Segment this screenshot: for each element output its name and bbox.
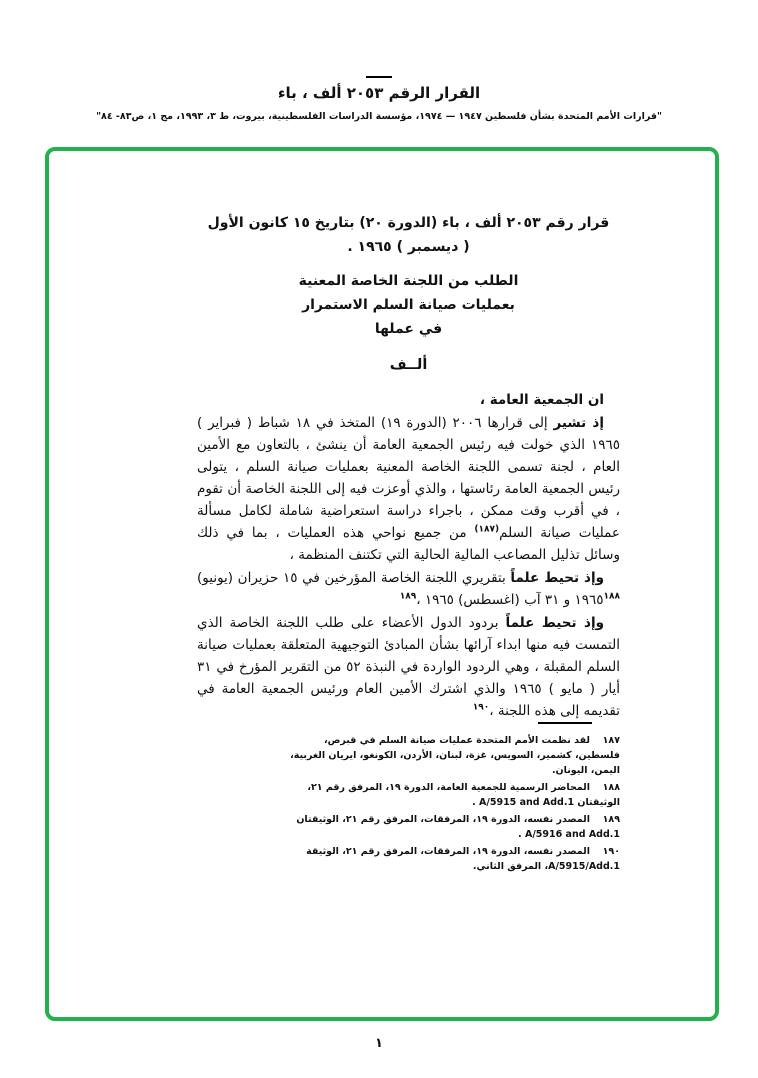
salutation: ان الجمعية العامة ،	[479, 392, 604, 408]
body-title-line-3: الطلب من اللجنة الخاصة المعنية	[298, 273, 519, 289]
paragraph-2-text-2: و ٣١ آب (اغسطس) ١٩٦٥ ،	[416, 592, 571, 608]
footnote-ref-188: ١٨٨	[603, 591, 620, 602]
footnote-text: المحاضر الرسمية للجمعية العامة، الدورة ١٩، المرفق رقم ٢١، الوثيقتان A/5915 and Add.1 .	[307, 782, 620, 808]
page-header	[0, 76, 758, 122]
footnote-number: ١٨٨	[602, 782, 620, 793]
footnote-number: ١٨٧	[602, 735, 620, 746]
green-border-frame	[45, 147, 719, 1021]
paragraph-1-lead: إذ تشير	[553, 415, 604, 431]
paragraph-2	[197, 567, 620, 611]
footnote-187	[282, 733, 620, 778]
footnote-separator	[538, 722, 592, 724]
resolution-title: القرار الرقم ٢٠٥٣ ألف ، باء	[277, 84, 481, 102]
footnote-ref-190: ١٩٠	[472, 702, 490, 713]
body-title-line-5: في عملها	[374, 321, 443, 337]
section-label: ألــف	[389, 357, 428, 373]
paragraph-2-lead: وإذ تحيط علماً	[510, 570, 605, 586]
footnote-number: ١٨٩	[602, 814, 620, 825]
frame-content	[49, 151, 715, 1017]
source-citation: "قرارات الأمم المتحدة بشأن فلسطين ١٩٤٧ — ١٩٧٤، مؤسسة الدراسات الفلسطينية، بيروت، ط ٣، ١٩٩٣، مج ١، ص٨٣- ٨٤"	[96, 111, 662, 122]
subject-title	[197, 269, 620, 341]
footnote-190	[282, 844, 620, 874]
paragraph-3	[197, 612, 620, 722]
body-title-line-4: بعمليات صيانة السلم الاستمرار	[302, 297, 515, 313]
footnotes-block	[282, 722, 620, 876]
paragraph-1-text-2: من جميع نواحي هذه العمليات ، بما في ذلك وسائل تذليل المصاعب المالية الحالية التي تكتنف المنظمة ،	[197, 525, 620, 563]
paragraph-2-text: بتقريري اللجنة الخاصة المؤرخين في ١٥ حزيران (يونيو) ١٩٦٥	[197, 570, 604, 608]
header-rule	[366, 76, 392, 78]
footnote-text: المصدر نفسه، الدورة ١٩، المرفقات، المرفق رقم ٢١، الوثيقتان A/5916 and Add.1 .	[296, 814, 620, 840]
footnote-188	[282, 780, 620, 810]
paragraph-3-text: بردود الدول الأعضاء على طلب اللجنة الخاصة الذي التمست فيه منها ابداء آرائها بشأن المبادئ التوجيهية المتعلقة بعمليات صيانة السلم المقبلة ، وهي الردود الواردة في النبذة ٥٢ من التقرير المؤرخ في ٣١ أيار ( مايو ) ١٩٦٥ والذي اشترك الأمين العام ورئيس الجمعية العامة في تقديمه إلى هذه اللجنة ،	[197, 615, 620, 719]
body-title-line-2: ( ديسمبر ) ١٩٦٥ .	[347, 239, 470, 255]
body-title-line-1: قرار رقم ٢٠٥٣ ألف ، باء (الدورة ٢٠) بتاريخ ١٥ كانون الأول	[207, 215, 610, 231]
page-number: ١	[375, 1036, 383, 1051]
paragraph-1-text: إلى قرارها ٢٠٠٦ (الدورة ١٩) المتخذ في ١٨ شباط ( فبراير ) ١٩٦٥ الذي خولت فيه رئيس الجمعية العامة أن ينشئ ، بالتعاون مع الأمين العام ، لجنة تسمى اللجنة الخاصة المعنية بعمليات صيانة السلم ، يتولى رئيس الجمعية العامة رئاستها ، والذي أوعزت فيه إلى اللجنة الخاصة أن تقوم ، في أقرب وقت ممكن ، باجراء دراسة استعراضية شاملة لكامل مسألة عمليات صيانة السلم	[197, 415, 620, 541]
footnote-text: لقد نظمت الأمم المتحدة عمليات صيانة السلم في قبرص، فلسطين، كشمير، السويس، غزة، لبنان، الأردن، الكونغو، ايريان الغربية، اليمن، اليونان.	[290, 735, 620, 776]
document-body	[197, 211, 620, 722]
footnote-ref-189: ١٨٩	[399, 591, 417, 602]
footnote-number: ١٩٠	[602, 846, 620, 857]
paragraph-1	[197, 412, 620, 566]
footnote-ref-187: (١٨٧)	[474, 524, 500, 535]
paragraph-3-lead: وإذ تحيط علماً	[505, 615, 604, 631]
footnote-text: المصدر نفسه، الدورة ١٩، المرفقات، المرفق رقم ٢١، الوثيقة A/5915/Add.1، المرفق الثاني.	[306, 846, 620, 872]
footnote-189	[282, 812, 620, 842]
